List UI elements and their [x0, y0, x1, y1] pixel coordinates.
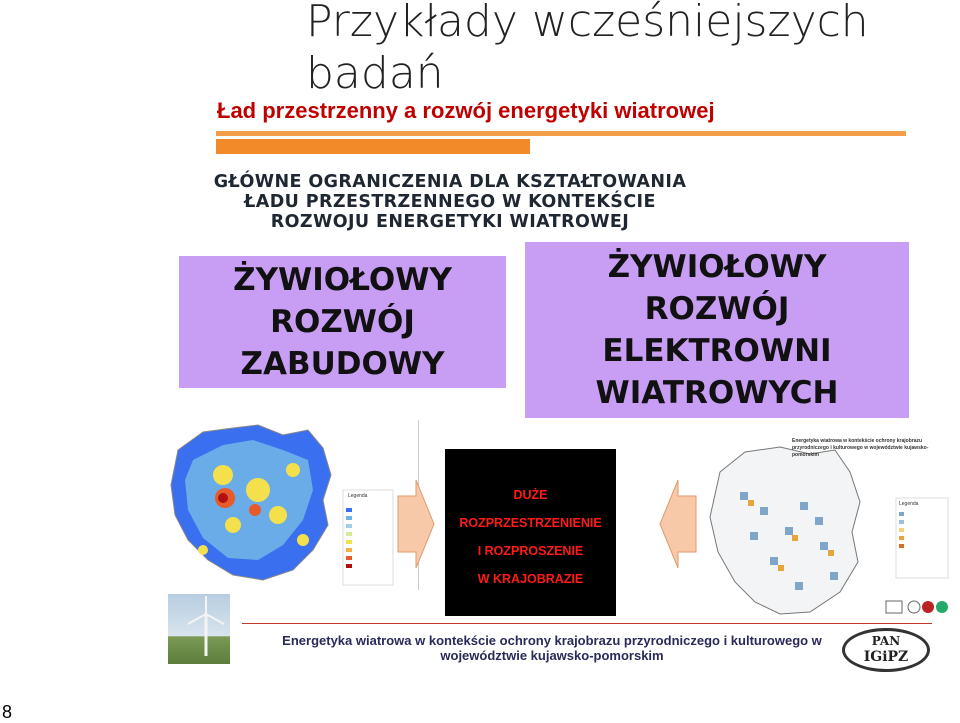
- consequence-line-2: ROZPRZESTRZENIENIE: [459, 516, 602, 530]
- consequence-line-4: W KRAJOBRAZIE: [477, 572, 584, 586]
- page-number: 8: [2, 702, 13, 722]
- wind-turbine-icon: [168, 594, 230, 664]
- right-pointing-arrow-icon: [396, 478, 436, 570]
- right-map-title: Energetyka wiatrowa w kontekście ochrony krajobrazu przyrodniczego i kulturowego w województwie kujawsko-pomorskim: [792, 438, 929, 458]
- wind-farm-map: [700, 432, 958, 622]
- orange-rule: [216, 131, 906, 136]
- wind-farm-map-graphic: [700, 432, 958, 622]
- left-map-legend-title: Legenda: [348, 493, 368, 499]
- left-pointing-arrow-icon: [658, 478, 698, 570]
- section-heading: GŁÓWNE OGRANICZENIA DLA KSZTAŁTOWANIA ŁADU PRZESTRZENNEGO W KONTEKŚCIE ROZWOJU ENERGETYKI WIATROWEJ: [213, 172, 687, 232]
- logo-line-2: IGiPZ: [863, 649, 909, 665]
- consequence-line-3: I ROZPROSZENIE: [477, 544, 584, 558]
- consequence-box: [445, 449, 616, 616]
- wind-turbine-photo: [168, 594, 230, 664]
- settlement-density-map: [163, 420, 419, 590]
- footer-caption: Energetyka wiatrowa w kontekście ochrony krajobrazu przyrodniczego i kulturowego w województwie kujawsko-pomorskim: [282, 633, 822, 663]
- slide-title: Przykłady wcześniejszych badań: [306, 0, 869, 99]
- settlement-density-map-graphic: [163, 420, 418, 590]
- right-map-legend-title: Legenda: [899, 501, 919, 507]
- slide-subtitle: Ład przestrzenny a rozwój energetyki wiatrowej: [217, 98, 715, 123]
- logo-line-1: PAN: [871, 634, 901, 648]
- consequence-line-1: DUŻE: [513, 488, 548, 502]
- wind-farm-box: [525, 242, 909, 418]
- orange-accent-bar: [216, 139, 530, 154]
- pan-igipz-logo: [842, 628, 930, 672]
- development-box-label: ŻYWIOŁOWY ROZWÓJ ZABUDOWY: [233, 262, 452, 382]
- development-box: [179, 256, 506, 388]
- footer-rule: [242, 623, 932, 624]
- wind-farm-box-label: ŻYWIOŁOWY ROZWÓJ ELEKTROWNI WIATROWYCH: [595, 249, 839, 411]
- institution-emblems-icon: [884, 597, 952, 617]
